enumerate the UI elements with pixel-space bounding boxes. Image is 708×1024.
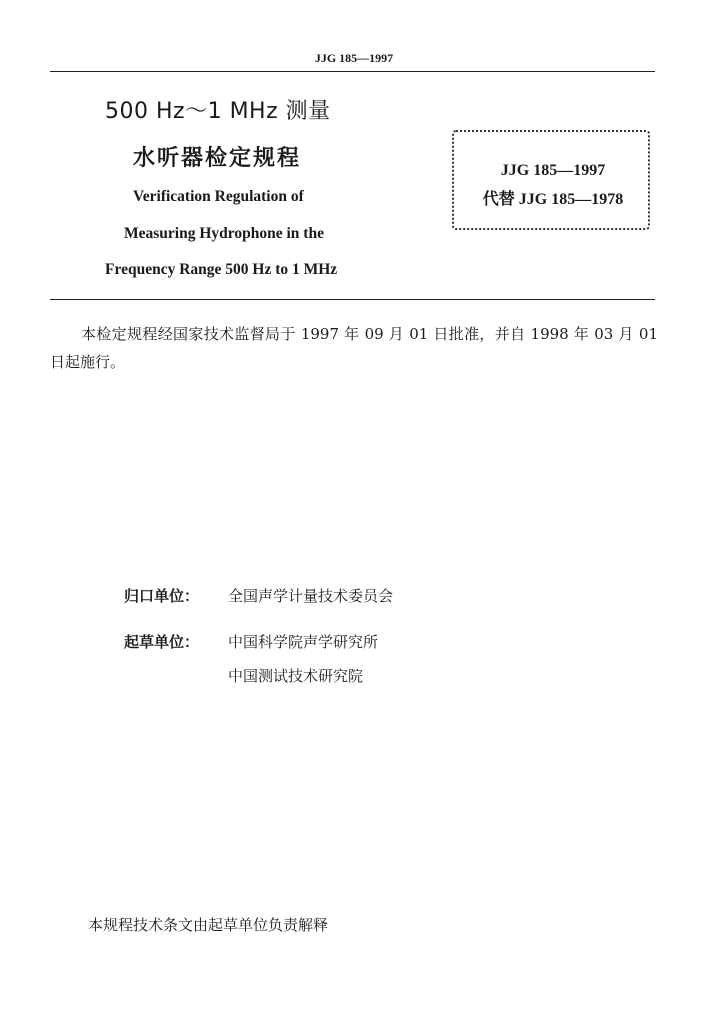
top-divider xyxy=(50,71,655,72)
header-standard-code: JJG 185—1997 xyxy=(314,51,394,65)
drafting-unit-value-2: 中国测试技术研究院 xyxy=(228,667,364,685)
interpretation-note: 本规程技术条文由起草单位负责解释 xyxy=(88,916,329,934)
title-divider xyxy=(50,299,655,300)
replaced-standard-code: 代替 JJG 185—1978 xyxy=(482,191,624,208)
title-english-line3: Frequency Range 500 Hz to 1 MHz xyxy=(105,261,338,278)
title-chinese-line1: 500 Hz～1 MHz 测量 xyxy=(105,99,331,124)
standard-code-box xyxy=(452,130,650,230)
standard-code: JJG 185—1997 xyxy=(500,162,606,179)
drafting-unit-label: 起草单位： xyxy=(124,633,200,651)
approval-statement: 本检定规程经国家技术监督局于 1997 年 09 月 01 日批准，并自 1998 年 03 月 01 日起施行。 xyxy=(50,325,658,371)
drafting-unit-value-1: 中国科学院声学研究所 xyxy=(228,633,379,651)
responsible-unit-label: 归口单位： xyxy=(124,587,200,605)
title-chinese-line2: 水听器检定规程 xyxy=(133,146,302,171)
title-english-line2: Measuring Hydrophone in the xyxy=(124,225,324,242)
title-english-line1: Verification Regulation of xyxy=(133,188,304,205)
responsible-unit-value: 全国声学计量技术委员会 xyxy=(228,587,394,605)
